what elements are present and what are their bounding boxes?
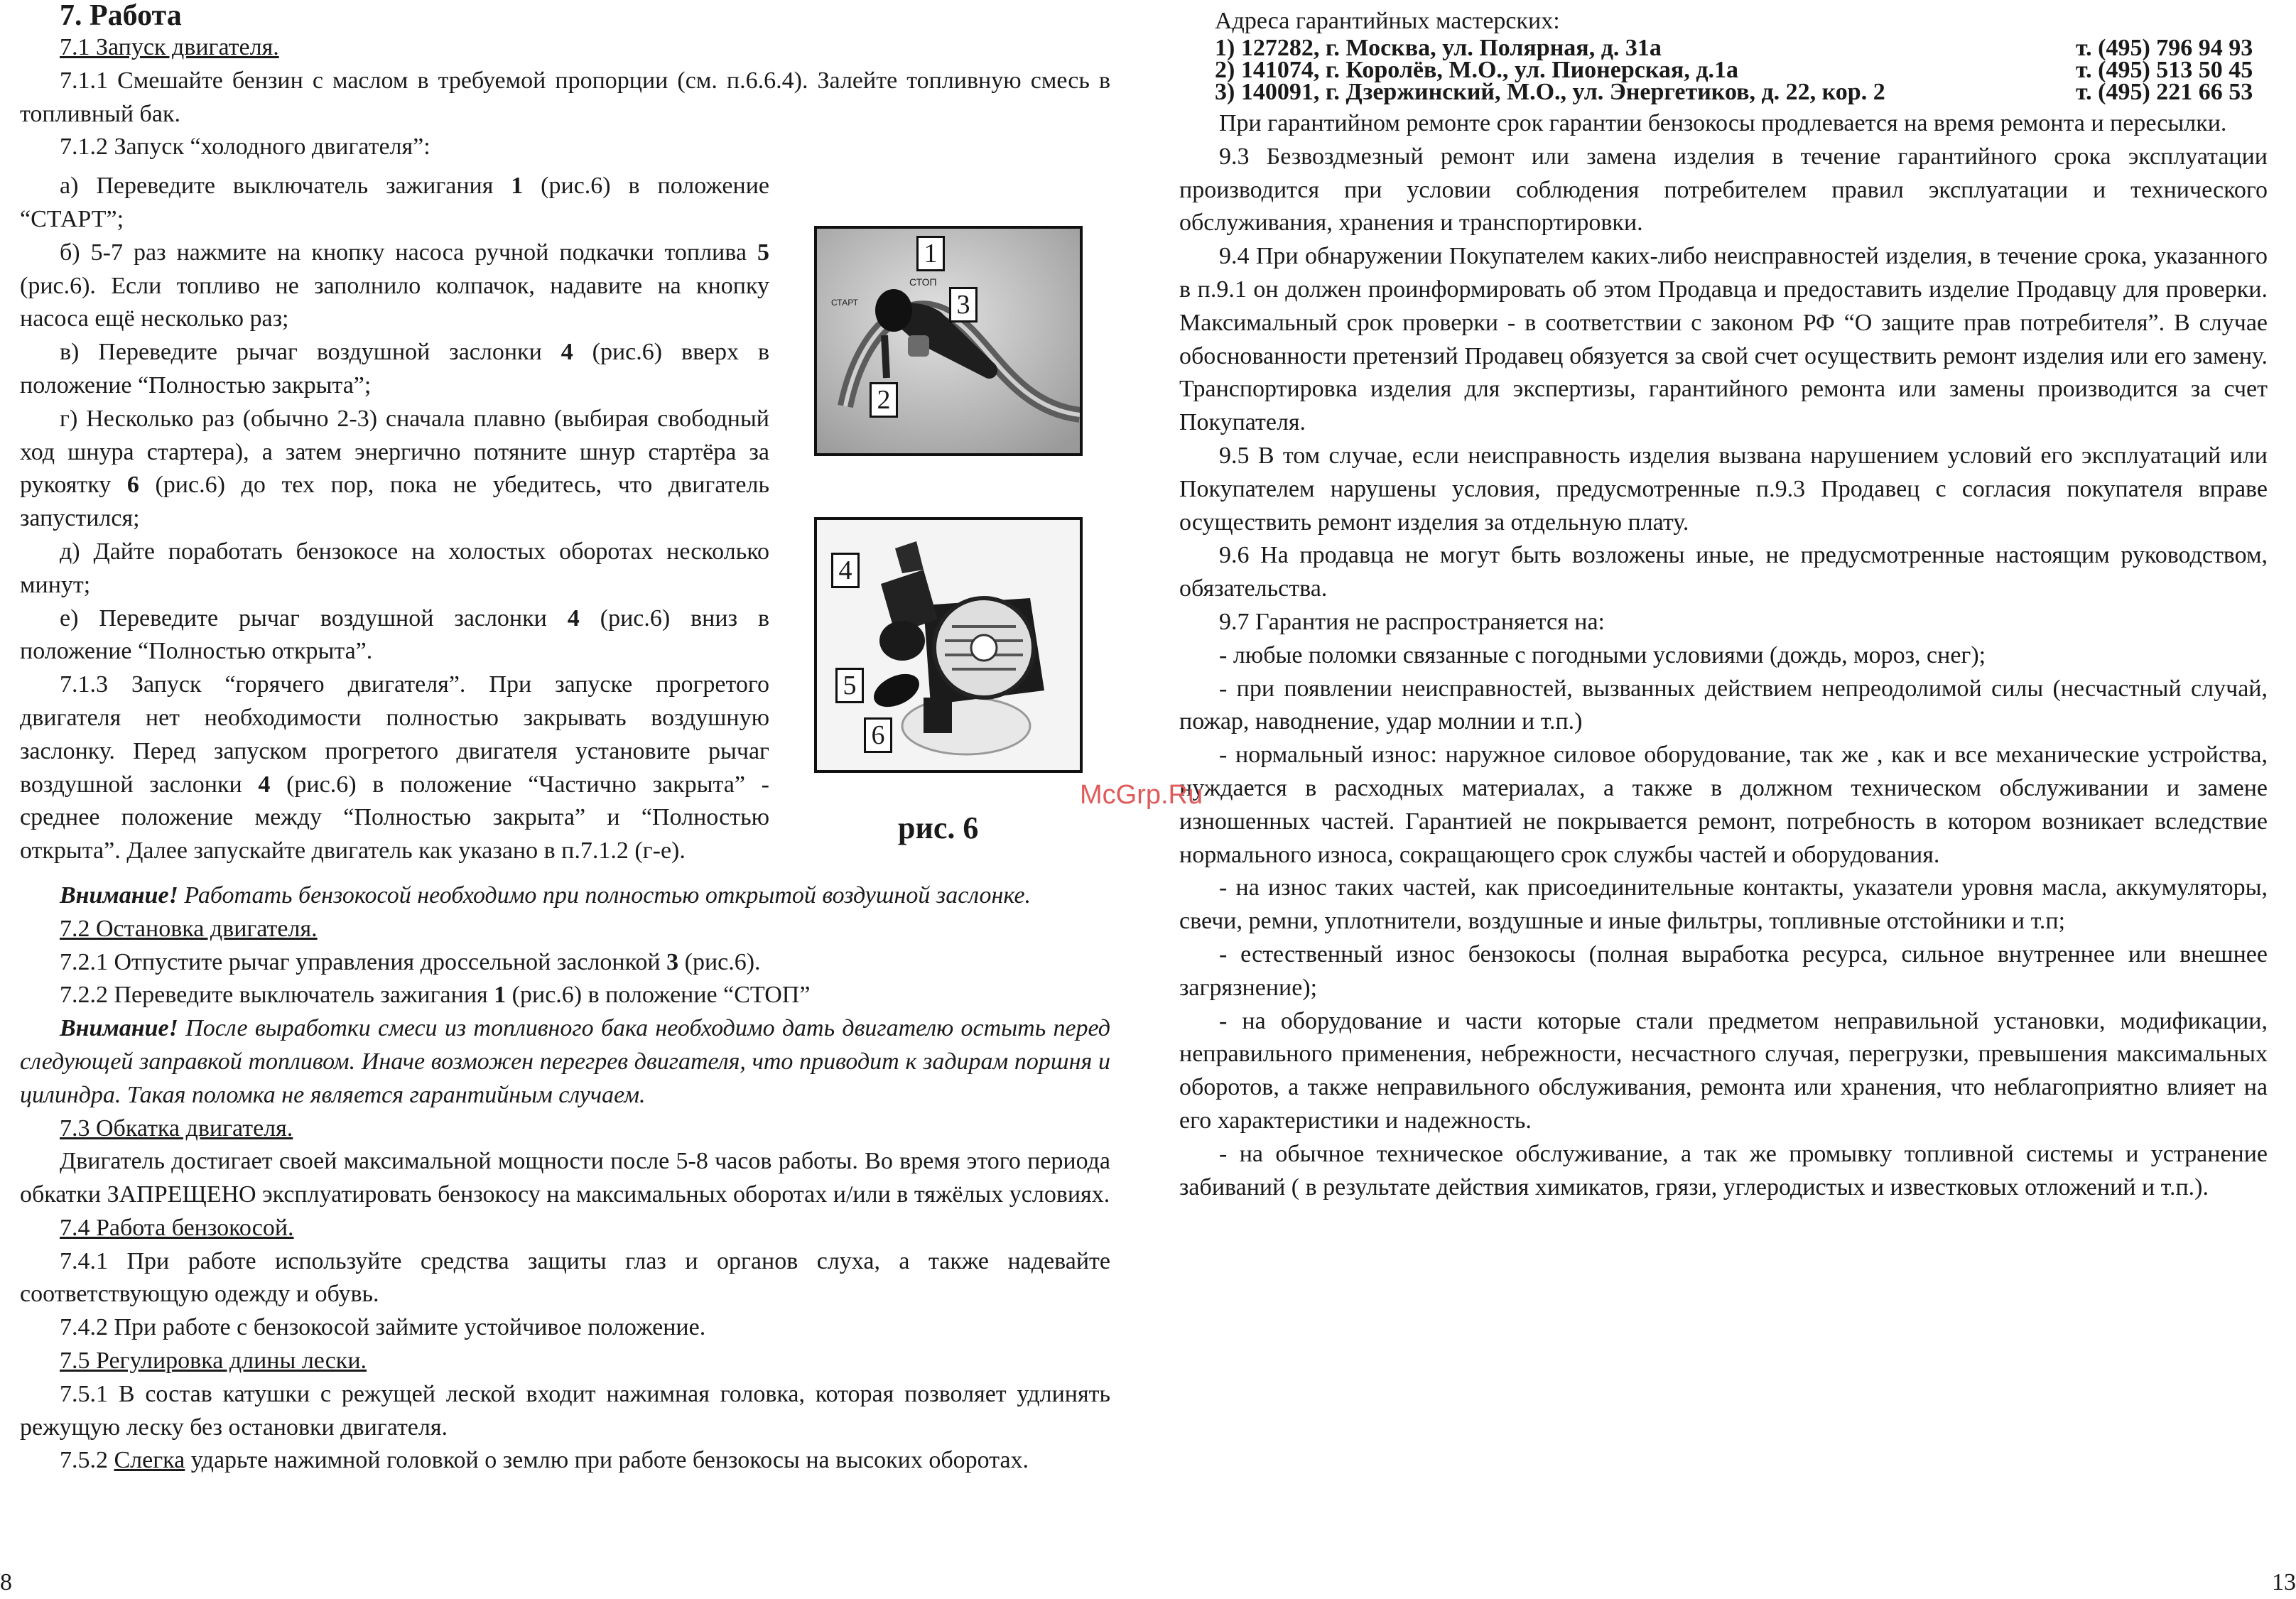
paragraph: 7.1.2 Запуск “холодного двигателя”: bbox=[60, 134, 430, 161]
figure-label: 6 bbox=[864, 717, 892, 753]
list-item: г) Несколько раз (обычно 2-3) сначала плавно (выбирая свободный ход шнура стартера), а затем энергично потяните шнур стартёра за рукоятку 6 (рис.6) до тех пор, пока не убедитесь, что двигатель запустился; bbox=[20, 405, 769, 532]
paragraph: 9.4 При обнаружении Покупателем каких-либо неисправностей изделия, в течение срока, указанного в п.9.1 он должен проинформировать об этом Продавца и предоставить изделие Продавцу для проверки. Максимальный срок проверки - в соответствии с законом РФ “О защите прав потребителя”. В случае обоснованности претензий Продавец обязуется за свой счет осуществить ремонт изделия или его замену. Транспортировка изделия для экспертизы, гарантийного ремонта или замены производится за счет Покупателя. bbox=[1179, 243, 2268, 436]
figure-label: 1 bbox=[916, 236, 945, 271]
handle-illustration bbox=[817, 229, 1080, 453]
left-page bbox=[20, 0, 1110, 1599]
handle-text-stop: СТОП bbox=[909, 276, 937, 288]
subsection-title: 7.5 Регулировка длины лески. bbox=[60, 1348, 367, 1375]
list-item: - нормальный износ: наружное силовое оборудование, так же , как и все механические устройства, нуждается в расходных материалах, а также в должном техническом обслуживании и замене изношенных частей. Гарантией не покрывается ремонт, потребность в котором возникает вследствие нормального износа, сокращающего срок службы частей и оборудования. bbox=[1179, 742, 2268, 868]
warning-note: Внимание! После выработки смеси из топливного бака необходимо дать двигателю остыть перед следующей заправкой топливом. Иначе возможен перегрев двигателя, что приводит к задирам поршня и цилиндра. Такая поломка не является гарантийным случаем. bbox=[20, 1015, 1110, 1108]
list-item: - на обычное техническое обслуживание, а так же промывку топливной системы и устранение забиваний ( в результате действия химикатов, грязи, углеродистых и известковых отложений и т.п.). bbox=[1179, 1140, 2268, 1200]
address-phone: т. (495) 221 66 53 bbox=[2076, 79, 2253, 105]
page-number-right: 13 bbox=[2272, 1569, 2296, 1595]
list-item: - естественный износ бензокосы (полная выработка ресурса, сильное внутреннее или внешнее загрязнение); bbox=[1179, 941, 2268, 1001]
list-item: е) Переведите рычаг воздушной заслонки 4 (рис.6) вниз в положение “Полностью открыта”. bbox=[20, 605, 769, 665]
address-row bbox=[1215, 81, 2268, 103]
list-item: - на оборудование и части которые стали предметом неправильной установки, модификации, неправильного применения, небрежности, несчастного случая, перегрузки, превышения максимальных оборотов, а также неправильного обслуживания, ремонта или хранения, что неблагоприятно влияет на его характеристики и надежность. bbox=[1179, 1007, 2268, 1134]
figure-caption: рис. 6 bbox=[898, 811, 979, 845]
list-item: - на износ таких частей, как присоединительные контакты, указатели уровня масла, аккумуляторы, свечи, ремни, уплотнители, воздушные и иные фильтры, топливные отстойники и т.п; bbox=[1179, 874, 2268, 935]
figure-label: 5 bbox=[835, 668, 864, 703]
paragraph: При гарантийном ремонте срок гарантии бензокосы продлевается на время ремонта и пересылки. bbox=[1219, 110, 2227, 136]
figure-label: 3 bbox=[949, 287, 978, 322]
paragraph: 7.4.2 При работе с бензокосой займите устойчивое положение. bbox=[60, 1314, 706, 1341]
address-text: 1) 127282, г. Москва, ул. Полярная, д. 31а bbox=[1215, 35, 1662, 61]
handle-text-start: СТАРТ bbox=[831, 298, 858, 308]
paragraph: 7.5.1 В состав катушки с режущей леской входит нажимная головка, которая позволяет удлинять режущую леску без остановки двигателя. bbox=[20, 1380, 1110, 1441]
paragraph: 9.6 На продавца не могут быть возложены иные, не предусмотренные настоящим руководством, обязательства. bbox=[1179, 542, 2268, 602]
figure-handle-photo bbox=[814, 226, 1083, 456]
address-list bbox=[1179, 37, 2268, 103]
paragraph: 7.1.1 Смешайте бензин с маслом в требуемой пропорции (см. п.6.6.4). Залейте топливную смесь в топливный бак. bbox=[20, 67, 1110, 127]
list-item: д) Дайте поработать бензокосе на холостых оборотах несколько минут; bbox=[20, 538, 769, 598]
address-text: 3) 140091, г. Дзержинский, М.О., ул. Энергетиков, д. 22, кор. 2 bbox=[1215, 79, 1885, 105]
list-item: а) Переведите выключатель зажигания 1 (рис.6) в положение “СТАРТ”; bbox=[20, 173, 769, 232]
figure-label: 2 bbox=[870, 382, 898, 418]
address-text: 2) 141074, г. Королёв, М.О., ул. Пионерская, д.1а bbox=[1215, 57, 1739, 83]
section-heading: 7. Работа bbox=[60, 0, 182, 32]
list-item: б) 5-7 раз нажмите на кнопку насоса ручной подкачки топлива 5 (рис.6). Если топливо не заполнило колпачок, надавите на кнопку насоса ещё несколько раз; bbox=[20, 239, 769, 332]
figure-engine-photo bbox=[814, 517, 1083, 773]
paragraph: 9.3 Безвоздмезный ремонт или замена изделия в течение гарантийного срока эксплуатации производится при условии соблюдения потребителем правил эксплуатации и технического обслуживания, хранения и транспортировки. bbox=[1179, 143, 2268, 237]
subsection-title: 7.1 Запуск двигателя. bbox=[60, 34, 279, 60]
paragraph: 7.4.1 При работе используйте средства защиты глаз и органов слуха, а также надевайте соответствующую одежду и обувь. bbox=[20, 1247, 1110, 1308]
list-item: - любые поломки связанные с погодными условиями (дождь, мороз, снег); bbox=[1219, 641, 1986, 668]
subsection-title: 7.2 Остановка двигателя. bbox=[60, 915, 318, 942]
right-page bbox=[1179, 0, 2268, 1599]
page-number-left: 8 bbox=[0, 1569, 12, 1595]
addresses-title: Адреса гарантийных мастерских: bbox=[1215, 8, 1560, 34]
list-item: - при появлении неисправностей, вызванных действием непреодолимой силы (несчастный случай, пожар, наводнение, удар молнии и т.п.) bbox=[1179, 675, 2268, 735]
address-row bbox=[1215, 59, 2268, 81]
paragraph: 7.1.3 Запуск “горячего двигателя”. При запуске прогретого двигателя нет необходимости полностью закрывать воздушную заслонку. Перед запуском прогретого двигателя установите рычаг воздушной заслонки 4 (рис.6) в положение “Частично закрыта” - среднее положение между “Полностью закрыта” и “Полностью открыта”. Далее запускайте двигатель как указано в п.7.1.2 (г-е). bbox=[20, 671, 769, 864]
address-row bbox=[1215, 37, 2268, 59]
subsection-title: 7.3 Обкатка двигателя. bbox=[60, 1115, 293, 1142]
warning-note: Внимание! Работать бензокосой необходимо при полностью открытой воздушной заслонке. bbox=[60, 882, 1031, 909]
subsection-title: 7.4 Работа бензокосой. bbox=[60, 1214, 294, 1241]
address-phone: т. (495) 513 50 45 bbox=[2076, 57, 2253, 83]
figure-label: 4 bbox=[831, 553, 860, 588]
list-item: в) Переведите рычаг воздушной заслонки 4 (рис.6) вверх в положение “Полностью закрыта”; bbox=[20, 339, 770, 399]
paragraph: 9.7 Гарантия не распространяется на: bbox=[1219, 608, 1605, 635]
paragraph: Двигатель достигает своей максимальной мощности после 5-8 часов работы. Во время этого периода обкатки ЗАПРЕЩЕНО эксплуатировать бензокосу на максимальных оборотах и/или в тяжёлых условиях. bbox=[20, 1148, 1110, 1208]
watermark: McGrp.Ru bbox=[1080, 780, 1203, 810]
paragraph: 7.5.2 Слегка ударьте нажимной головкой о землю при работе бензокосы на высоких оборотах. bbox=[60, 1447, 1029, 1474]
paragraph: 7.2.2 Переведите выключатель зажигания 1 (рис.6) в положение “СТОП” bbox=[60, 982, 811, 1009]
paragraph: 9.5 В том случае, если неисправность изделия вызвана нарушением условий его эксплуатаций или Покупателем нарушены условия, предусмотренные п.9.3 Продавец с согласия покупателя вправе осуществить ремонт изделия за отдельную плату. bbox=[1179, 442, 2268, 536]
paragraph: 7.2.1 Отпустите рычаг управления дроссельной заслонкой 3 (рис.6). bbox=[60, 948, 761, 975]
address-phone: т. (495) 796 94 93 bbox=[2076, 35, 2253, 61]
